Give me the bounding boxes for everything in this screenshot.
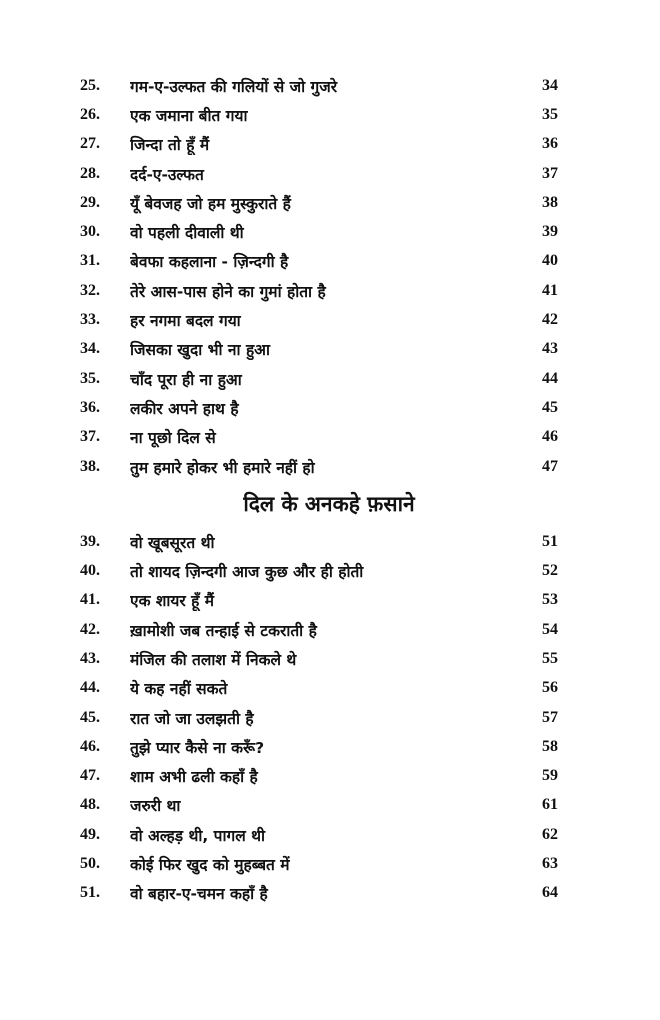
- toc-entry: [80, 615, 558, 644]
- entry-number: 26.: [80, 105, 100, 123]
- entry-title: कोई फिर खुद को मुहब्बत में: [130, 856, 290, 875]
- entry-title: शाम अभी ढली कहाँ है: [130, 768, 258, 787]
- entry-page-number: 53: [542, 591, 558, 609]
- entry-title: तुम हमारे होकर भी हमारे नहीं हो: [130, 458, 315, 477]
- entry-page-number: 38: [542, 193, 558, 211]
- toc-entry: [80, 188, 558, 217]
- toc-entry: [80, 556, 558, 585]
- entry-page-number: 59: [542, 767, 558, 785]
- entry-page-number: 56: [542, 679, 558, 697]
- entry-title: वो खूबसूरत थी: [130, 533, 215, 552]
- entry-title: एक शायर हूँ मैं: [130, 592, 215, 611]
- entry-page-number: 41: [542, 281, 558, 299]
- entry-title: हर नगमा बदल गया: [130, 312, 241, 331]
- entry-number: 28.: [80, 164, 100, 182]
- entry-title: ख़ामोशी जब तन्हाई से टकराती है: [130, 621, 317, 640]
- entry-number: 35.: [80, 369, 100, 387]
- entry-page-number: 58: [542, 737, 558, 755]
- toc-entry: [80, 674, 558, 703]
- toc-entry: [80, 791, 558, 820]
- entry-page-number: 37: [542, 164, 558, 182]
- toc-entry: [80, 586, 558, 615]
- entry-number: 43.: [80, 649, 100, 667]
- entry-page-number: 52: [542, 562, 558, 580]
- entry-number: 48.: [80, 796, 100, 814]
- entry-number: 50.: [80, 855, 100, 873]
- entry-number: 38.: [80, 457, 100, 475]
- entry-number: 41.: [80, 591, 100, 609]
- entry-number: 33.: [80, 311, 100, 329]
- entry-page-number: 55: [542, 649, 558, 667]
- entry-title: लकीर अपने हाथ है: [130, 399, 239, 418]
- toc-entry: [80, 762, 558, 791]
- toc-entry: [80, 849, 558, 878]
- entry-title: चाँद पूरा ही ना हुआ: [130, 370, 242, 389]
- entry-page-number: 51: [542, 532, 558, 550]
- entry-number: 27.: [80, 135, 100, 153]
- entry-page-number: 61: [542, 796, 558, 814]
- toc-entry: [80, 276, 558, 305]
- toc-entry: [80, 217, 558, 246]
- toc-entry: [80, 247, 558, 276]
- toc-entry: [80, 335, 558, 364]
- entry-title: ये कह नहीं सकते: [130, 680, 228, 699]
- table-of-contents: [80, 71, 558, 908]
- entry-title: जरुरी था: [130, 797, 181, 816]
- toc-entry: [80, 305, 558, 334]
- entry-number: 30.: [80, 223, 100, 241]
- toc-entry: [80, 703, 558, 732]
- entry-page-number: 43: [542, 340, 558, 358]
- toc-entry: [80, 732, 558, 761]
- entry-page-number: 64: [542, 884, 558, 902]
- entry-number: 49.: [80, 825, 100, 843]
- toc-entry: [80, 100, 558, 129]
- entry-title: ना पूछो दिल से: [130, 429, 216, 448]
- entry-page-number: 44: [542, 369, 558, 387]
- section-heading: दिल के अनकहे फ़साने: [243, 492, 415, 517]
- toc-section-1: [80, 71, 558, 481]
- entry-number: 40.: [80, 562, 100, 580]
- entry-number: 25.: [80, 76, 100, 94]
- entry-page-number: 54: [542, 620, 558, 638]
- entry-number: 31.: [80, 252, 100, 270]
- entry-number: 47.: [80, 767, 100, 785]
- entry-page-number: 42: [542, 311, 558, 329]
- toc-entry: [80, 879, 558, 908]
- entry-page-number: 63: [542, 855, 558, 873]
- entry-page-number: 39: [542, 223, 558, 241]
- entry-number: 51.: [80, 884, 100, 902]
- entry-title: दर्द-ए-उल्फत: [130, 165, 204, 184]
- toc-entry: [80, 130, 558, 159]
- toc-entry: [80, 364, 558, 393]
- entry-title: जिसका खुदा भी ना हुआ: [130, 341, 271, 360]
- entry-number: 34.: [80, 340, 100, 358]
- toc-entry: [80, 71, 558, 100]
- entry-number: 37.: [80, 428, 100, 446]
- entry-page-number: 36: [542, 135, 558, 153]
- entry-title: वो बहार-ए-चमन कहाँ है: [130, 885, 268, 904]
- toc-entry: [80, 452, 558, 481]
- entry-number: 36.: [80, 398, 100, 416]
- entry-title: रात जो जा उलझती है: [130, 709, 254, 728]
- entry-number: 29.: [80, 193, 100, 211]
- toc-entry: [80, 423, 558, 452]
- entry-number: 39.: [80, 532, 100, 550]
- entry-title: बेवफा कहलाना - ज़िन्दगी है: [130, 253, 289, 272]
- toc-entry: [80, 820, 558, 849]
- entry-title: तो शायद ज़िन्दगी आज कुछ और ही होती: [130, 563, 364, 582]
- entry-number: 42.: [80, 620, 100, 638]
- toc-entry: [80, 644, 558, 673]
- toc-entry: [80, 527, 558, 556]
- entry-number: 44.: [80, 679, 100, 697]
- entry-title: जिन्दा तो हूँ मैं: [130, 136, 210, 155]
- entry-title: वो अल्हड़ थी, पागल थी: [130, 826, 266, 845]
- entry-title: वो पहली दीवाली थी: [130, 224, 244, 243]
- entry-title: तेरे आस-पास होने का गुमां होता है: [130, 282, 326, 301]
- entry-title: एक जमाना बीत गया: [130, 106, 248, 125]
- entry-number: 32.: [80, 281, 100, 299]
- toc-section-2: [80, 527, 558, 908]
- entry-title: यूँ बेवजह जो हम मुस्कुराते हैं: [130, 194, 291, 213]
- entry-page-number: 40: [542, 252, 558, 270]
- toc-entry: [80, 159, 558, 188]
- entry-page-number: 34: [542, 76, 558, 94]
- entry-page-number: 57: [542, 708, 558, 726]
- entry-number: 46.: [80, 737, 100, 755]
- entry-title: तुझे प्यार कैसे ना करूँ?: [130, 738, 265, 757]
- entry-page-number: 46: [542, 428, 558, 446]
- entry-number: 45.: [80, 708, 100, 726]
- entry-title: गम-ए-उल्फत की गलियों से जो गुजरे: [130, 77, 338, 96]
- entry-page-number: 62: [542, 825, 558, 843]
- entry-page-number: 45: [542, 398, 558, 416]
- toc-entry: [80, 393, 558, 422]
- entry-title: मंजिल की तलाश में निकले थे: [130, 650, 297, 669]
- entry-page-number: 35: [542, 105, 558, 123]
- entry-page-number: 47: [542, 457, 558, 475]
